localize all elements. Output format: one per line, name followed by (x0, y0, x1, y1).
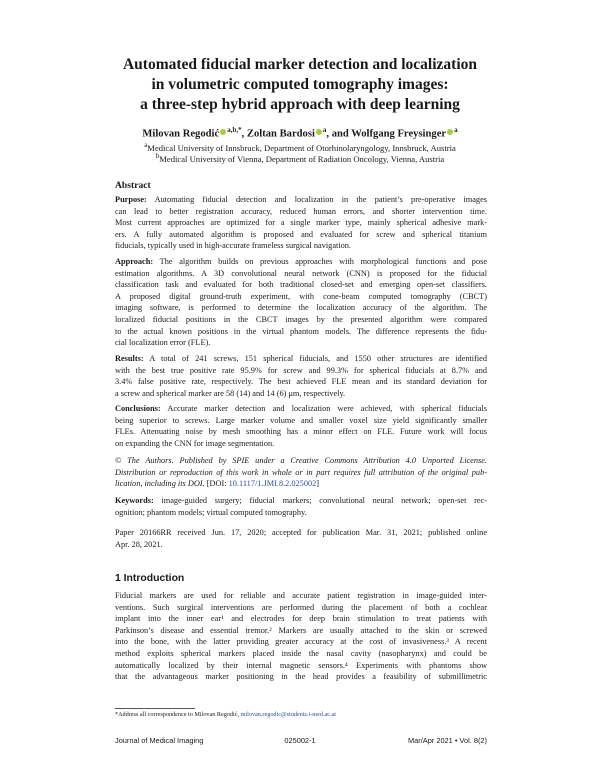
paragraph-line (115, 403, 487, 415)
paragraph-line: Most current approaches are optimized for a single marker type, mainly spherical adhesive mark- (115, 218, 487, 228)
line-text: The algorithm builds on previous approaches with morphological functions and pose (159, 257, 487, 266)
orcid-icon[interactable] (316, 129, 322, 135)
paragraph-line: Parkinson’s disease and essential tremor.² Markers are usually attached to the skin or screwed (115, 625, 487, 635)
paragraph-line: that the advantageous marker positioning in the head provides a feasibility of submillimetric (115, 672, 487, 682)
footnote (115, 711, 336, 718)
paragraph-line: to the actual known positions in the virtual phantom models. The difference represents the fidu- (115, 326, 487, 336)
abstract-conclusions (115, 403, 487, 449)
paragraph-line (115, 353, 487, 365)
author-affil-sup: a (454, 126, 458, 134)
paragraph-line: with the best true positive rate 95.9% for screw and 99.3% for spherical fiducials at 8.7% and (115, 365, 487, 375)
footer-issue: Mar/Apr 2021 • Vol. 8(2) (408, 736, 487, 745)
author-separator: , (241, 128, 247, 140)
paragraph-line: automatically localized by their internal magnetic sensors.⁴ Experiments with phantoms show (115, 660, 487, 670)
paragraph-label: Purpose: (115, 195, 147, 204)
abstract-heading: Abstract (115, 180, 151, 191)
footnote-divider (115, 708, 195, 709)
author-separator: , and (326, 128, 352, 140)
keywords (115, 495, 487, 518)
paragraph-line: Paper 20166RR received Jun. 17, 2020; accepted for publication Mar. 31, 2021; published online (115, 528, 487, 537)
line-text: Accurate marker detection and localization were achieved, with spherical fiducials (167, 404, 487, 413)
paragraph-line: Apr. 28, 2021. (115, 539, 163, 549)
paragraph-line: A proposed digital ground-truth experiment, with cone-beam computed tomography (CBCT) (115, 291, 487, 301)
author-affil-sup: a,b,* (227, 126, 242, 134)
paragraph-line: © The Authors. Published by SPIE under a Creative Commons Attribution 4.0 Unported License. (115, 456, 487, 465)
paragraph-line: being superior to screws. Large marker volume and smaller voxel size yield significantly smaller (115, 415, 487, 425)
received-dates (115, 527, 487, 550)
footnote-text: *Address all correspondence to Milovan Regodić, (115, 711, 241, 718)
paragraph-line: ers. A fully automated algorithm is proposed and evaluated for screw and spherical titanium (115, 229, 487, 239)
orcid-icon[interactable] (447, 129, 453, 135)
paragraph-line: ventions. Such surgical interventions are performed during the placement of both a cochlear (115, 602, 487, 612)
license-statement (115, 455, 487, 490)
paper-title (60, 55, 540, 115)
title-line: in volumetric computed tomography images: (151, 76, 449, 93)
paragraph-line: method exploits spherical markers placed inside the nasal cavity (nasopharynx) and could be (115, 648, 487, 658)
paragraph-label: Keywords: (115, 496, 154, 505)
title-line: Automated fiducial marker detection and localization (122, 56, 478, 73)
correspondence-email-link[interactable]: milovan.regodic@students.i-med.ac.at (240, 711, 336, 718)
author-name: Zoltan Bardosi (246, 128, 315, 140)
paragraph-line: Distribution or reproduction of this work in whole or in part requires full attribution of the original pub- (115, 467, 487, 477)
paragraph-line (115, 495, 487, 507)
line-text: image-guided surgery; fiducial markers; convolutional neural network; open-set rec- (161, 496, 487, 505)
line-text: Automating fiducial detection and localization in the patient’s pre-operative images (154, 195, 487, 204)
doi-prefix: [DOI: (206, 479, 229, 489)
footer-article-number: 025002-1 (284, 736, 316, 745)
paragraph-line: estimation algorithms. A 3D convolutional neural network (CNN) is proposed for the fiducial (115, 268, 487, 278)
introduction-paragraph (115, 590, 487, 683)
title-line: a three-step hybrid approach with deep learning (140, 96, 460, 113)
affiliation-text: Medical University of Innsbruck, Department of Otorhinolaryngology, Innsbruck, Austria (147, 142, 456, 153)
paragraph-label: Approach: (115, 257, 154, 266)
section-heading: 1 Introduction (115, 573, 185, 584)
paragraph-line: classification task and evaluated for both traditional closed-set and emerging open-set classifiers. (115, 280, 487, 290)
doi-link[interactable]: 10.1117/1.JMI.8.2.025002 (228, 479, 317, 489)
paragraph-line: cial localization error (FLE). (115, 338, 211, 348)
paragraph-line: localized fiducial positions in the CBCT images by the presented algorithm were compared (115, 314, 487, 324)
paragraph-line: implant into the inner ear¹ and electrodes for deep brain stimulation to treat patients with (115, 614, 487, 624)
affiliation-b (40, 152, 560, 164)
paragraph-line: FLEs. Attenuating noise by mesh smoothing has a minor effect on FLE. Future work will focus (115, 427, 487, 437)
line-text: A total of 241 screws, 151 spherical fiducials, and 1550 other structures are identified (149, 354, 487, 363)
paragraph-line: imaging software, is performed to determine the localization accuracy of the algorithm. The (115, 303, 487, 313)
paragraph-line: fiducials, typically used in high-accurate frameless surgical navigation. (115, 241, 351, 251)
author-name: Wolfgang Freysinger (351, 128, 447, 140)
footer-journal: Journal of Medical Imaging (115, 736, 204, 745)
author-name: Milovan Regodić (142, 128, 220, 140)
paragraph-line: into the bone, with the latter providing greater accuracy at the cost of invasiveness.³ A recent (115, 637, 487, 647)
paragraph-line: ognition; phantom models; virtual computed tomography. (115, 507, 307, 517)
abstract-purpose (115, 194, 487, 252)
affiliation-text: Medical University of Vienna, Department of Radiation Oncology, Vienna, Austria (159, 153, 445, 164)
line-text: lication, including its DOI. (115, 479, 205, 489)
paragraph-line: Fiducial markers are used for reliable and accurate patient registration in image-guided inter- (115, 591, 487, 600)
abstract-approach (115, 256, 487, 349)
paragraph-line: can lead to better registration accuracy, reduced human errors, and shorter intervention time. (115, 206, 487, 216)
paragraph-line: on expanding the CNN for image segmentation. (115, 438, 275, 448)
affiliation-sup: a (144, 141, 148, 149)
paragraph-label: Results: (115, 354, 144, 363)
doi-suffix: ] (316, 479, 320, 489)
paragraph-label: Conclusions: (115, 404, 161, 413)
orcid-icon[interactable] (220, 129, 226, 135)
paragraph-line (115, 478, 487, 490)
paragraph-line (115, 256, 487, 268)
affiliation-sup: b (155, 152, 160, 160)
author-list (40, 126, 560, 140)
paragraph-line: 3.4% false positive rate, respectively. The best achieved FLE mean and its standard deviation for (115, 377, 487, 387)
paragraph-line: a screw and spherical marker are 58 (14) and 14 (6) μm, respectively. (115, 388, 346, 398)
abstract-results (115, 353, 487, 399)
paragraph-line (115, 194, 487, 206)
author-affil-sup: a (322, 126, 327, 134)
